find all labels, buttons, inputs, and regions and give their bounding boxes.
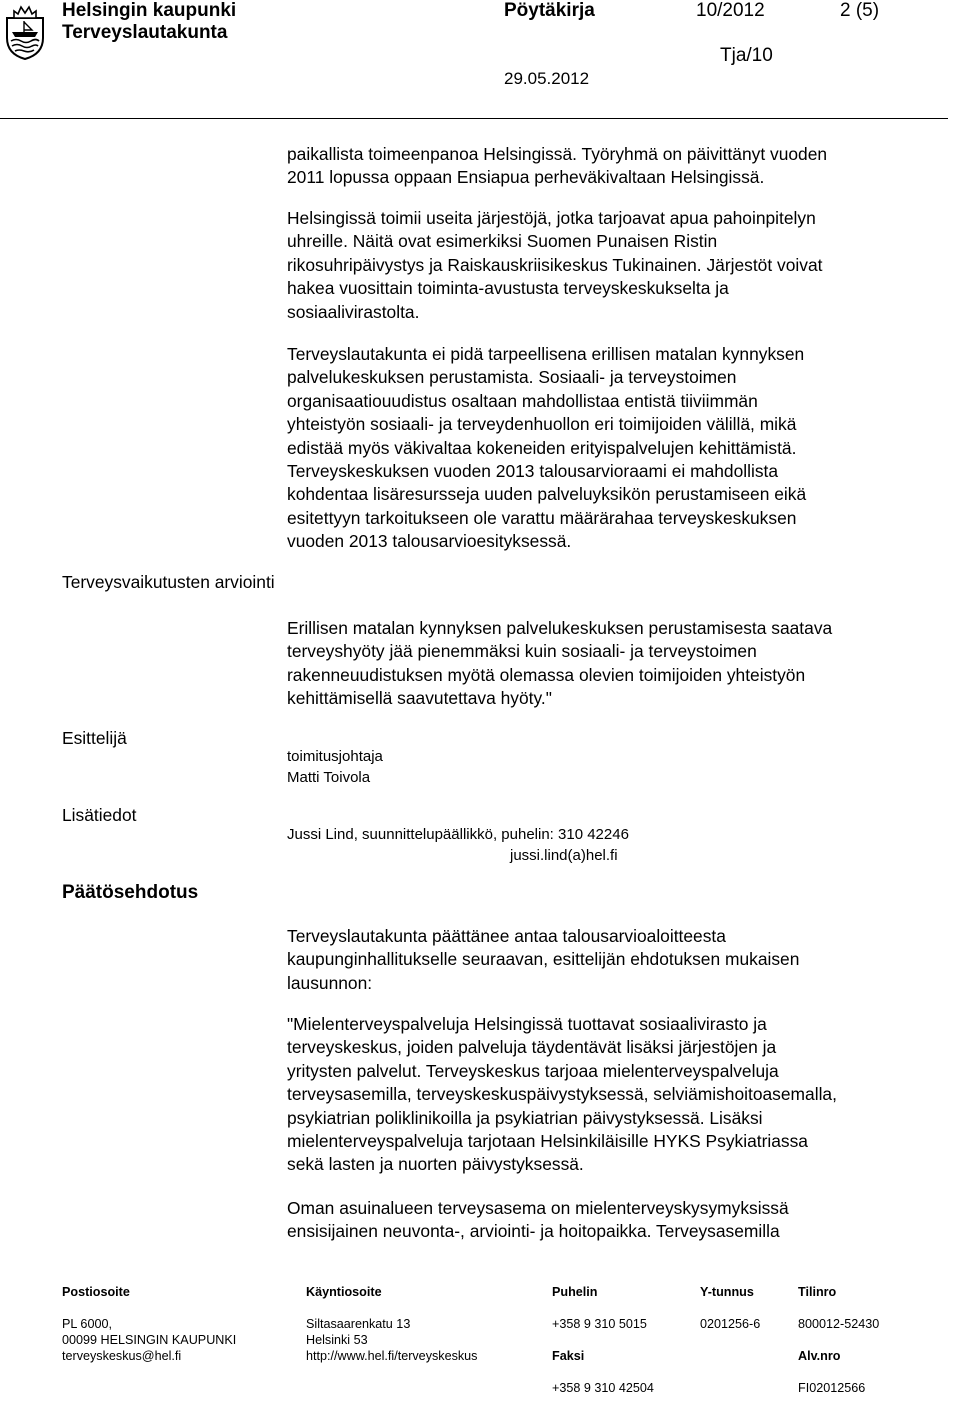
business-id: 0201256-6 <box>700 1317 761 1331</box>
organization-name: Helsingin kaupunki <box>62 0 237 21</box>
paragraph-2: Helsingissä toimii useita järjestöjä, jotka tarjoavat apua pahoinpitelyn uhreille. Näitä ovat esimerkiksi Suomen Punaisen Ristin rikosuhripäivystys ja Raiskauskriisikeskus Tukinainen. Järjestöt voivat hakea vuosittain toiminta-avustusta terveyskeskukselta ja sosiaalivirastolta. <box>287 208 823 322</box>
account-number: 800012-52430 <box>798 1317 880 1331</box>
fax-heading: Faksi <box>552 1349 585 1363</box>
page-footer <box>0 1268 960 1395</box>
paragraph-3: Terveyslautakunta ei pidä tarpeellisena erillisen matalan kynnyksen palvelukeskuksen perustamista. Sosiaali- ja terveystoimen organisaatiouudistus osaltaan mahdollistaa entistä tiiviimmän yhteistyön sosiaali- ja terveydenhuollon eri toimijoiden välillä, mikä edistää myös väkivaltaa kokeneiden erityispalvelujen kehittämistä. Terveyskeskuksen vuoden 2013 talousarvioraami ei mahdollista kohdentaa lisäresursseja uuden palveluyksikön perustamiseen eikä esitettyyn tarkoitukseen ole varattu määrärahaa terveyskeskuksen vuoden 2013 talousarvioesityksessä. <box>287 344 807 552</box>
postal-address-heading: Postiosoite <box>62 1285 130 1299</box>
header-divider <box>0 118 948 119</box>
meeting-date: 29.05.2012 <box>504 69 590 88</box>
fax-number: +358 9 310 42504 <box>552 1381 654 1395</box>
paragraph-4: Erillisen matalan kynnyksen palvelukeskuksen perustamisesta saatava terveyshyöty jää pienemmäksi kuin sosiaali- ja terveystoimen rakenneuudistuksen myötä olemassa olevien toimijoiden yhteistyön kehittämisellä saavutettava hyöty." <box>287 618 833 709</box>
paragraph-1: paikallista toimeenpanoa Helsingissä. Työryhmä on päivittänyt vuoden 2011 lopussa oppaan Ensiapua perheväkivaltaan Helsingissä. <box>287 144 828 188</box>
postal-address: PL 6000, 00099 HELSINGIN KAUPUNKI terveyskeskus@hel.fi <box>62 1317 237 1363</box>
presenter-label: Esittelijä <box>62 728 127 748</box>
contact-email: jussi.lind(a)hel.fi <box>510 847 618 864</box>
document-number: 10/2012 <box>696 0 765 21</box>
paragraph-6: "Mielenterveyspalveluja Helsingissä tuottavat sosiaalivirasto ja terveyskeskus, joiden palveluja täydentävät lisäksi järjestöjen ja yritysten palvelut. Terveyskeskus tarjoaa mielenterveyspalveluja terveysasemilla, terveyskeskuspäivystyksessä, selviämishoitoasemalla, psykiatrian poliklinikoilla ja psykiatrian päivystyksessä. Lisäksi mielenterveyspalveluja tarjotaan Helsinkiläisille HYKS Psykiatriassa sekä lasten ja nuorten päivystyksessä. <box>287 1014 837 1175</box>
impact-assessment-label: Terveysvaikutusten arviointi <box>62 572 275 592</box>
business-id-heading: Y-tunnus <box>700 1285 754 1299</box>
additional-info-label: Lisätiedot <box>62 805 137 825</box>
visiting-address-heading: Käyntiosoite <box>306 1285 382 1299</box>
phone-heading: Puhelin <box>552 1285 598 1299</box>
presenter-title: toimitusjohtaja <box>287 748 383 765</box>
vat-number-heading: Alv.nro <box>798 1349 841 1363</box>
board-name: Terveyslautakunta <box>62 22 228 43</box>
presenter-name: Matti Toivola <box>287 769 371 786</box>
contact-person: Jussi Lind, suunnittelupäällikkö, puhelin: 310 42246 <box>287 826 629 843</box>
paragraph-5: Terveyslautakunta päättänee antaa talousarvioaloitteesta kaupunginhallitukselle seuraavan, esittelijän ehdotuksen mukaisen lausunnon: <box>287 926 800 993</box>
visiting-address: Siltasaarenkatu 13 Helsinki 53 http://www.hel.fi/terveyskeskus <box>306 1317 478 1363</box>
vat-number: FI02012566 <box>798 1381 866 1395</box>
helsinki-coat-of-arms-logo <box>4 4 46 60</box>
phone-number: +358 9 310 5015 <box>552 1317 647 1331</box>
account-number-heading: Tilinro <box>798 1285 837 1299</box>
page-number: 2 (5) <box>840 0 880 21</box>
decision-proposal-label: Päätösehdotus <box>62 882 199 903</box>
section-reference: Tja/10 <box>720 45 773 66</box>
document-type: Pöytäkirja <box>504 0 595 21</box>
paragraph-7: Oman asuinalueen terveysasema on mielenterveyskysymyksissä ensisijainen neuvonta-, arviointi- ja hoitopaikka. Terveysasemilla <box>287 1198 789 1242</box>
